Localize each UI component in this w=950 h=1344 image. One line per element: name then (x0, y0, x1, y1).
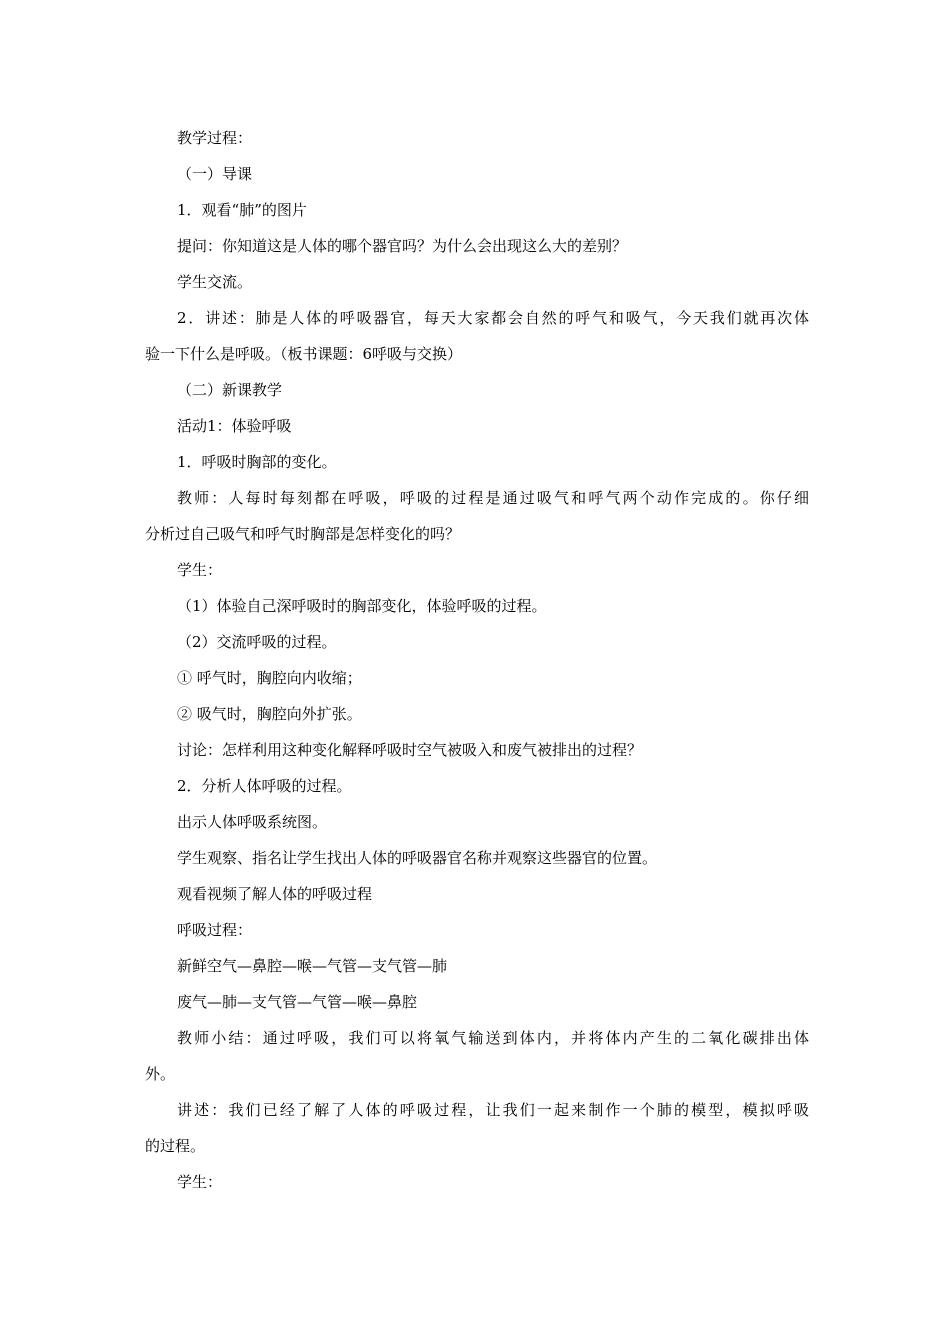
section-heading-teaching-process: 教学过程： (177, 129, 253, 147)
paragraph-line: 教师小结：通过呼吸，我们可以将氧气输送到体内，并将体内产生的二氧化碳排出体 (177, 1029, 809, 1047)
paragraph-line: 讲述：我们已经了解了人体的呼吸过程，让我们一起来制作一个肺的模型，模拟呼吸 (177, 1101, 809, 1119)
list-item: （1）体验自己深呼吸时的胸部变化，体验呼吸的过程。 (177, 597, 547, 615)
list-item: ② 吸气时，胸腔向外扩张。 (177, 705, 362, 723)
list-item: ① 呼气时，胸腔向内收缩； (177, 669, 362, 687)
paragraph: 出示人体呼吸系统图。 (177, 813, 328, 831)
paragraph: 观看视频了解人体的呼吸过程 (177, 885, 373, 903)
paragraph: 1．呼吸时胸部的变化。 (177, 453, 337, 471)
paragraph-line: 教师：人每时每刻都在呼吸，呼吸的过程是通过吸气和呼气两个动作完成的。你仔细 (177, 489, 809, 507)
paragraph: 2．分析人体呼吸的过程。 (177, 777, 352, 795)
document-body (145, 120, 809, 1200)
paragraph: 1．观看“肺”的图片 (177, 201, 307, 219)
paragraph: 学生： (177, 561, 223, 579)
paragraph: 新鲜空气—鼻腔—喉—气管—支气管—肺 (177, 957, 448, 975)
paragraph: 讨论：怎样利用这种变化解释呼吸时空气被吸入和废气被排出的过程？ (177, 741, 643, 759)
paragraph: 学生交流。 (177, 273, 253, 291)
paragraph-line-continued: 分析过自己吸气和呼气时胸部是怎样变化的吗？ (145, 525, 461, 543)
paragraph-line-continued: 外。 (145, 1065, 176, 1083)
activity-heading: 活动1：体验呼吸 (177, 417, 292, 435)
paragraph: 呼吸过程： (177, 921, 253, 939)
paragraph-line-continued: 的过程。 (145, 1137, 206, 1155)
subsection-heading-new-lesson: （二）新课教学 (177, 381, 283, 399)
paragraph: 废气—肺—支气管—气管—喉—鼻腔 (177, 993, 418, 1011)
paragraph: 提问：你知道这是人体的哪个器官吗？为什么会出现这么大的差别？ (177, 237, 628, 255)
paragraph-line: 2．讲述：肺是人体的呼吸器官，每天大家都会自然的呼气和吸气，今天我们就再次体 (177, 309, 809, 327)
list-item: （2）交流呼吸的过程。 (177, 633, 337, 651)
subsection-heading-intro: （一）导课 (177, 165, 253, 183)
paragraph-line-continued: 验一下什么是呼吸。（板书课题：6呼吸与交换） (145, 345, 463, 363)
paragraph: 学生： (177, 1173, 223, 1191)
paragraph: 学生观察、指名让学生找出人体的呼吸器官名称并观察这些器官的位置。 (177, 849, 658, 867)
